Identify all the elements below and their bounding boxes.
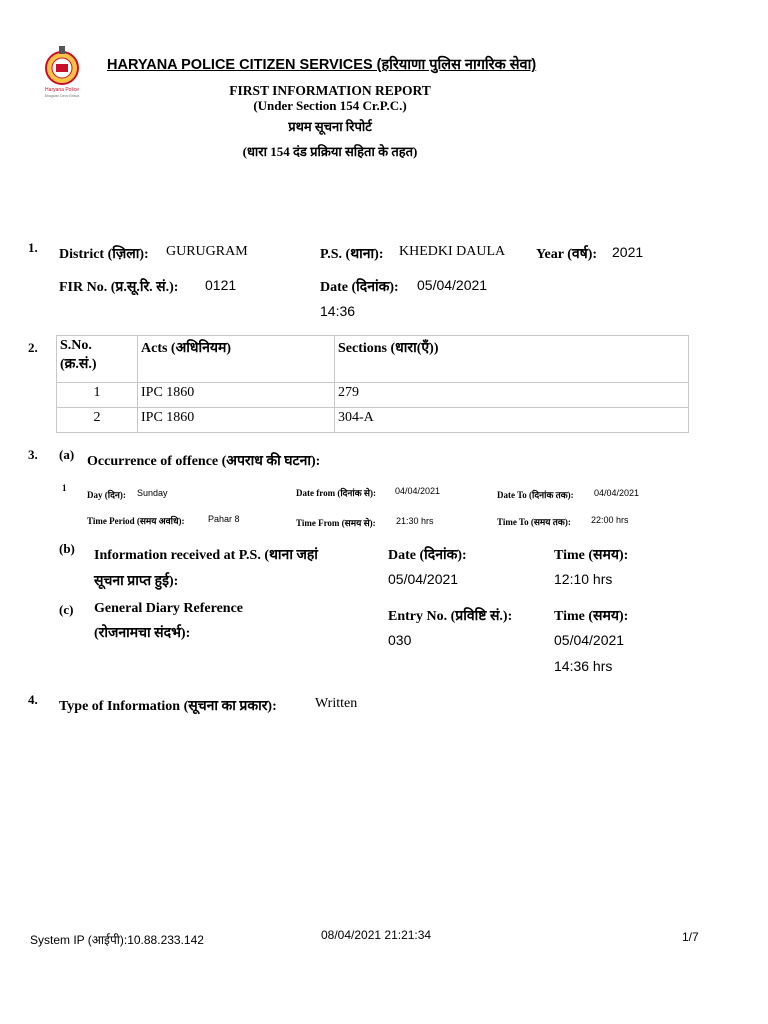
date-to-label: Date To (दिनांक तक): — [497, 490, 574, 500]
time-to-label: Time To (समय तक): — [497, 517, 571, 527]
page-number: 1/7 — [682, 930, 699, 944]
fir-number-label: FIR No. (प्र.सू.रि. सं.): — [59, 280, 179, 295]
received-date-label: Date (दिनांक): — [388, 548, 467, 563]
received-time-label: Time (समय): — [554, 548, 629, 563]
diary-time-value: 14:36 hrs — [554, 658, 613, 674]
police-station-label: P.S. (थाना): — [320, 247, 384, 262]
district-label: District (ज़िला): — [59, 247, 149, 262]
table-cell-act: IPC 1860 — [138, 408, 335, 433]
general-diary-label-hindi: (रोजनामचा संदर्भ): — [94, 626, 191, 641]
system-ip: System IP (आईपी):10.88.233.142 — [30, 933, 204, 947]
table-cell-sno: 2 — [57, 408, 138, 433]
info-received-label-line2: सूचना प्राप्त हुई): — [94, 574, 179, 589]
table-header-sections: Sections (धारा(एँ)) — [335, 336, 689, 383]
information-type-label: Type of Information (सूचना का प्रकार): — [59, 699, 277, 714]
date-from-value: 04/04/2021 — [395, 486, 441, 496]
occurrence-label: Occurrence of offence (अपराध की घटना): — [87, 454, 321, 469]
time-from-label: Time From (समय से): — [296, 518, 376, 528]
day-value: Sunday — [137, 488, 168, 498]
time-from-value: 21:30 hrs — [396, 516, 434, 526]
report-title: FIRST INFORMATION REPORT — [229, 83, 431, 98]
acts-sections-table — [56, 335, 689, 433]
time-period-label: Time Period (समय अवधि): — [87, 516, 185, 526]
time-period-value: Pahar 8 — [208, 514, 240, 524]
fir-time-value: 14:36 — [320, 303, 356, 319]
table-cell-sno: 1 — [57, 383, 138, 408]
subsection-a-label: (a) — [59, 447, 75, 462]
day-label: Day (दिन): — [87, 490, 126, 500]
subsection-c-label: (c) — [59, 602, 74, 617]
general-diary-label: General Diary Reference — [94, 601, 244, 616]
date-to-value: 04/04/2021 — [594, 488, 640, 498]
info-received-label: Information received at P.S. (थाना जहां — [94, 548, 318, 563]
report-subtitle: (Under Section 154 Cr.P.C.) — [253, 98, 407, 113]
entry-number-value: 030 — [388, 632, 412, 648]
time-to-value: 22:00 hrs — [591, 515, 629, 525]
report-subtitle-hindi: (धारा 154 दंड प्रक्रिया सहिता के तहत) — [242, 144, 418, 159]
diary-time-label: Time (समय): — [554, 609, 629, 624]
table-cell-act: IPC 1860 — [138, 383, 335, 408]
table-row — [57, 408, 689, 433]
diary-date-value: 05/04/2021 — [554, 632, 625, 648]
table-header-sno: S.No. (क्र.सं.) — [57, 336, 138, 383]
table-header-acts: Acts (अधिनियम) — [138, 336, 335, 383]
section-number-2: 2. — [28, 340, 38, 355]
subsection-b-label: (b) — [59, 541, 75, 556]
year-value: 2021 — [612, 244, 644, 260]
logo-subtext: Bhagwan Devo Bhava — [44, 94, 80, 98]
district-value: GURUGRAM — [166, 244, 248, 259]
fir-number-value: 0121 — [205, 277, 237, 293]
received-date-value: 05/04/2021 — [388, 571, 459, 587]
table-cell-section: 279 — [335, 383, 689, 408]
fir-date-value: 05/04/2021 — [417, 277, 488, 293]
logo-text: Haryana Police — [45, 87, 79, 93]
table-cell-section: 304-A — [335, 408, 689, 433]
year-label: Year (वर्ष): — [536, 247, 598, 262]
section-number-3: 3. — [28, 447, 38, 462]
report-title-hindi: प्रथम सूचना रिपोर्ट — [288, 119, 372, 134]
table-row — [57, 383, 689, 408]
section-number-4: 4. — [28, 692, 38, 707]
occurrence-entry-number: 1 — [62, 483, 67, 493]
information-type-value: Written — [315, 696, 358, 711]
fir-date-label: Date (दिनांक): — [320, 280, 399, 295]
date-from-label: Date from (दिनांक से): — [296, 488, 376, 498]
section-number-1: 1. — [28, 240, 38, 255]
received-time-value: 12:10 hrs — [554, 571, 613, 587]
print-timestamp: 08/04/2021 21:21:34 — [321, 928, 432, 942]
police-station-value: KHEDKI DAULA — [399, 244, 506, 259]
document-header-title: HARYANA POLICE CITIZEN SERVICES (हरियाणा पुलिस नागरिक सेवा) — [107, 57, 537, 73]
entry-number-label: Entry No. (प्रविष्टि सं.): — [388, 609, 513, 624]
